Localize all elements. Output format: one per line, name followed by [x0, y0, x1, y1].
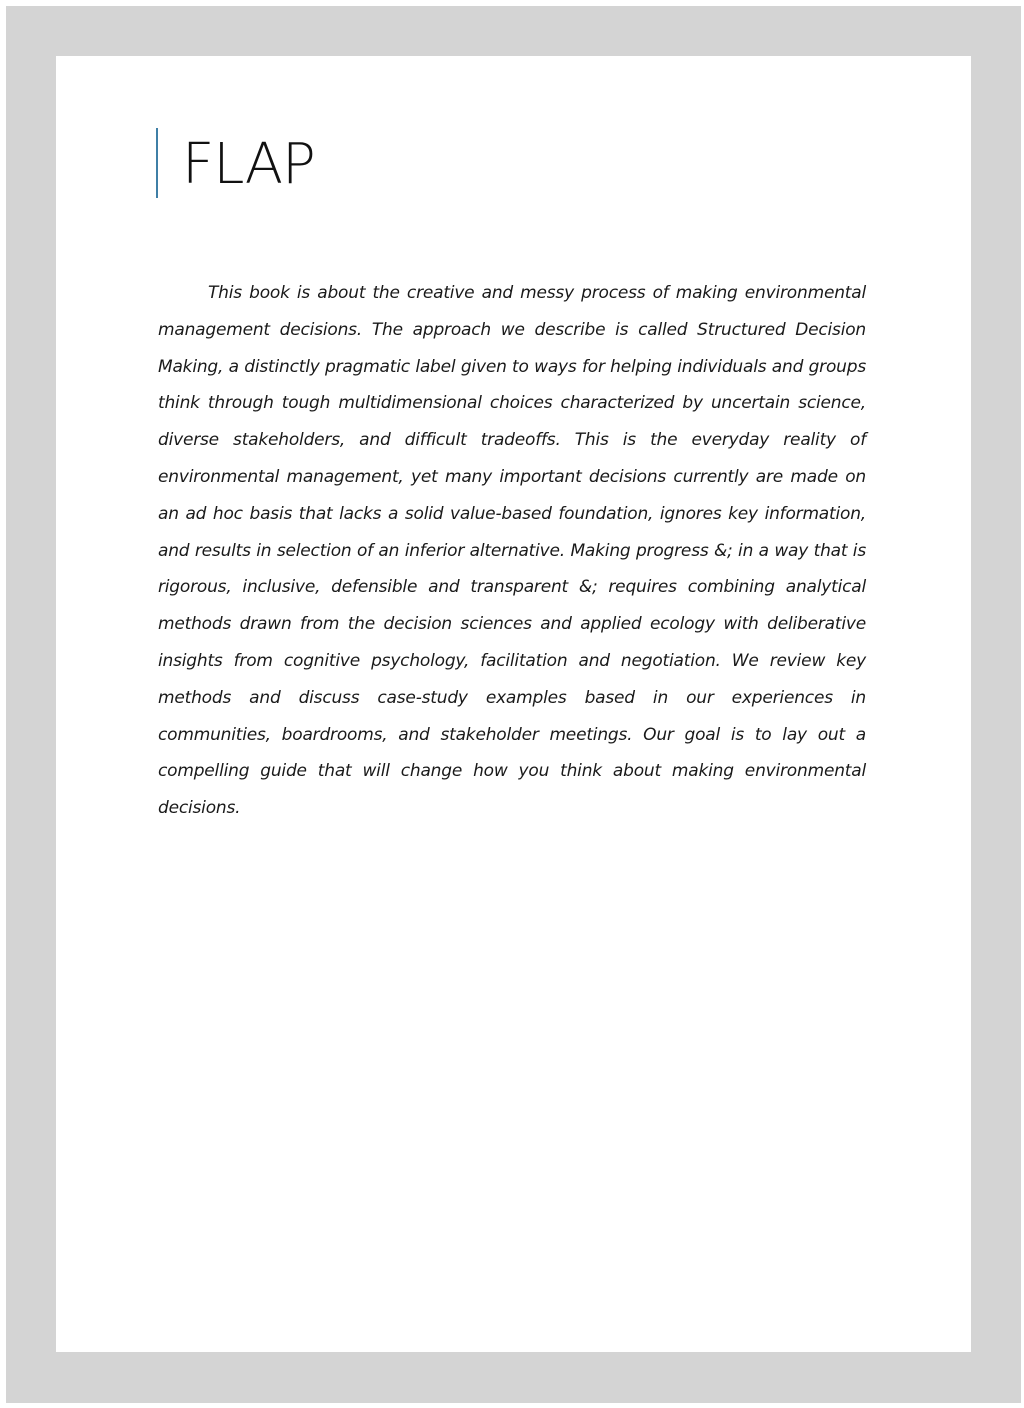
flap-body-paragraph: This book is about the creative and messy process of making environmental management decisions. The approach we describe is called Structured Decision Making, a distinctly pragmatic label given to ways for helping individuals and groups think through tough multidimensional choices characterized by uncertain science, diverse stakeholders, and difficult tradeoffs. This is the everyday reality of environmental management, yet many important decisions currently are made on an ad hoc basis that lacks a solid value-based foundation, ignores key information, and results in selection of an inferior alternative. Making progress &; in a way that is rigorous, inclusive, defensible and transparent &; requires combining analytical methods drawn from the decision sciences and applied ecology with deliberative insights from cognitive psychology, facilitation and negotiation. We review key methods and discuss case-study examples based in our experiences in communities, boardrooms, and stakeholder meetings. Our goal is to lay out a compelling guide that will change how you think about making environmental decisions.: [158, 283, 866, 819]
title-accent-rule: [156, 128, 158, 198]
page-title: FLAP: [182, 132, 315, 197]
